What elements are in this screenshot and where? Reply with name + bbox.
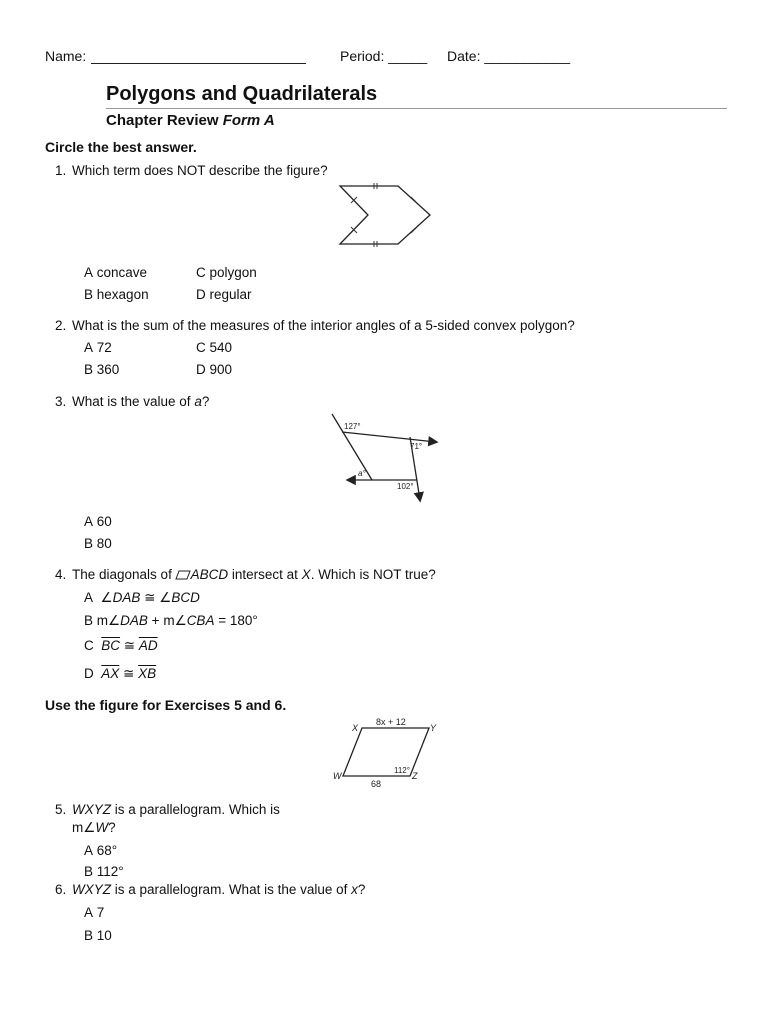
- q1-choice-c[interactable]: C polygon: [196, 265, 257, 280]
- q3-choice-b[interactable]: B 80: [84, 536, 112, 551]
- q3-number: 3.: [55, 394, 67, 409]
- q2-choice-d[interactable]: D 900: [196, 362, 233, 377]
- q4-choice-c[interactable]: C $\overline{BC}$ ≅ $\overline{AD}$: [84, 638, 158, 653]
- q5-number: 5.: [55, 802, 67, 817]
- vertex-w: W: [333, 771, 342, 781]
- title-rule: [106, 108, 727, 109]
- chapter-subtitle: [106, 112, 275, 129]
- q5-text: WXYZ is a parallelogram. Which is: [72, 802, 280, 817]
- side-xy-label: 8x + 12: [376, 717, 406, 727]
- q1-choice-d[interactable]: D regular: [196, 287, 252, 302]
- q2-text: What is the sum of the measures of the interior angles of a 5-sided convex polygon?: [72, 318, 575, 333]
- q2-number: 2.: [55, 318, 67, 333]
- q1-number: 1.: [55, 163, 67, 178]
- q6-text: WXYZ is a parallelogram. What is the value of x?: [72, 882, 366, 897]
- parallelogram-icon: [176, 570, 191, 580]
- q4-number: 4.: [55, 567, 67, 582]
- period-label: Period: _____: [340, 48, 428, 64]
- q6-choice-a[interactable]: A 7: [84, 905, 105, 920]
- vertex-x: X: [352, 723, 359, 733]
- q3-text: What is the value of a?: [72, 394, 210, 409]
- subtitle-form: Form A: [222, 112, 275, 129]
- q4-choice-b[interactable]: B m∠DAB + m∠CBA = 180°: [84, 613, 258, 628]
- q5-choice-a[interactable]: A 68°: [84, 843, 118, 858]
- section-heading: Use the figure for Exercises 5 and 6.: [45, 697, 287, 713]
- q2-choice-b[interactable]: B 360: [84, 362, 120, 377]
- q1-choice-a[interactable]: A concave: [84, 265, 148, 280]
- q3-angle-102: 102°: [397, 482, 414, 491]
- page-title: Polygons and Quadrilaterals: [106, 83, 378, 105]
- q3-choice-a[interactable]: A 60: [84, 514, 112, 529]
- q2-choice-a[interactable]: A 72: [84, 340, 112, 355]
- q3-angle-a: a°: [358, 469, 366, 478]
- q1-text: Which term does NOT describe the figure?: [72, 163, 328, 178]
- q3-figure: [330, 412, 440, 504]
- name-label: Name:: [45, 48, 87, 64]
- q4-choice-a[interactable]: A ∠DAB ≅ ∠BCD: [84, 590, 200, 605]
- q3-angle-127: 127°: [344, 422, 361, 431]
- q6-number: 6.: [55, 882, 67, 897]
- q4-text: The diagonals of ABCD intersect at X. Which is NOT true?: [72, 567, 436, 582]
- q6-choice-b[interactable]: B 10: [84, 928, 112, 943]
- vertex-z: Z: [412, 771, 418, 781]
- instruction: Circle the best answer.: [45, 139, 197, 155]
- name-blank-line[interactable]: [91, 63, 306, 64]
- q5-text-line2: m∠W?: [72, 820, 116, 835]
- q1-figure: [338, 182, 433, 248]
- q1-choice-b[interactable]: B hexagon: [84, 287, 149, 302]
- angle-z-label: 112°: [394, 766, 410, 775]
- q4-choice-d[interactable]: D $\overline{AX}$ ≅ $\overline{XB}$: [84, 666, 157, 681]
- vertex-y: Y: [430, 723, 437, 733]
- q3-angle-71: 71°: [410, 442, 423, 451]
- date-label: Date: ___________: [447, 48, 570, 64]
- subtitle-prefix: Chapter Review: [106, 112, 219, 129]
- q2-choice-c[interactable]: C 540: [196, 340, 233, 355]
- q5-choice-b[interactable]: B 112°: [84, 864, 124, 879]
- side-wz-label: 68: [371, 779, 382, 789]
- parallelogram-figure: [330, 714, 440, 792]
